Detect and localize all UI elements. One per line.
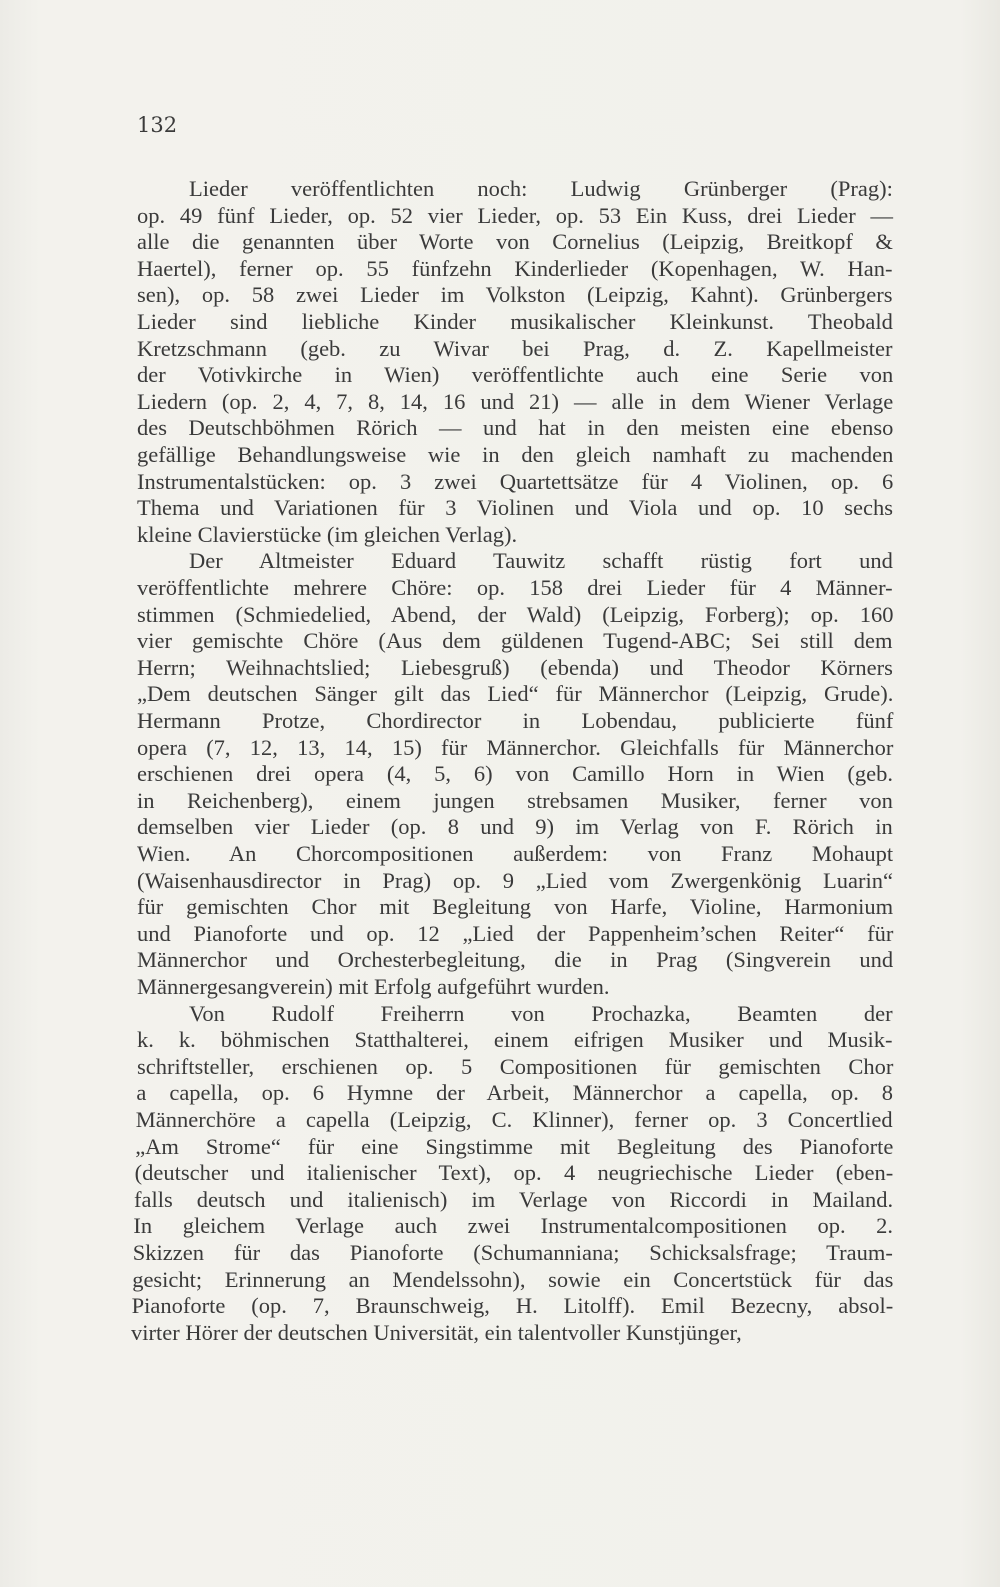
text-line: Herrn; Weihnachtslied; Liebesgruß) (ebenda) und Theodor Körners	[137, 654, 893, 680]
text-line: Pianoforte (op. 7, Braunschweig, H. Litolff). Emil Bezecny, absol-	[131, 1293, 894, 1319]
text-line: Kretzschmann (geb. zu Wivar bei Prag, d. Z. Kapellmeister	[137, 335, 893, 361]
text-line: gefällige Behandlungsweise wie in den gleich namhaft zu machenden	[137, 442, 894, 467]
text-line: des Deutschböhmen Rörich — und hat in den meisten eine ebenso	[137, 415, 894, 441]
text-line: Hermann Protze, Chordirector in Lobendau, publicierte fünf	[137, 708, 894, 733]
text-line: (deutscher und italienischer Text), op. 4 neugriechische Lieder (eben-	[134, 1160, 894, 1186]
text-line: vier gemischte Chöre (Aus dem güldenen Tugend-ABC; Sei still dem	[137, 628, 893, 654]
text-line: der Votivkirche in Wien) veröffentlichte auch eine Serie von	[137, 362, 894, 388]
text-line: stimmen (Schmiedelied, Abend, der Wald) (Leipzig, Forberg); op. 160	[137, 601, 894, 627]
text-line: Der Altmeister Eduard Tauwitz schafft rüstig fort und	[189, 548, 893, 574]
text-line: opera (7, 12, 13, 14, 15) für Männerchor. Gleichfalls für Männerchor	[137, 734, 894, 760]
text-line: für gemischten Chor mit Begleitung von Harfe, Violine, Harmonium	[137, 894, 894, 920]
text-line: Instrumentalstücken: op. 3 zwei Quartettsätze für 4 Violinen, op. 6	[137, 468, 894, 494]
text-line: Lieder sind liebliche Kinder musikalischer Kleinkunst. Theobald	[137, 309, 893, 334]
text-line: schriftsteller, erschienen op. 5 Compositionen für gemischten Chor	[137, 1053, 894, 1079]
text-line: virter Hörer der deutschen Universität, ein talentvoller Kunstjünger,	[131, 1319, 742, 1345]
text-line: Männergesangverein) mit Erfolg aufgeführt wurden.	[137, 974, 610, 999]
text-line: a capella, op. 6 Hymne der Arbeit, Männerchor a capella, op. 8	[136, 1080, 894, 1106]
text-line: In gleichem Verlage auch zwei Instrumentalcompositionen op. 2.	[133, 1213, 894, 1239]
text-line: Liedern (op. 2, 4, 7, 8, 14, 16 und 21) — alle in dem Wiener Verlage	[137, 388, 894, 414]
text-line: in Reichenberg), einem jungen strebsamen Musiker, ferner von	[137, 787, 893, 813]
text-line: kleine Clavierstücke (im gleichen Verlag).	[137, 521, 518, 547]
text-line: demselben vier Lieder (op. 8 und 9) im Verlag von F. Rörich in	[137, 814, 893, 840]
text-line: veröffentlichte mehrere Chöre: op. 158 drei Lieder für 4 Männer-	[137, 575, 893, 600]
text-line: Haertel), ferner op. 55 fünfzehn Kinderlieder (Kopenhagen, W. Han-	[137, 255, 893, 281]
text-line: (Waisenhausdirector in Prag) op. 9 „Lied vom Zwergenkönig Luarin“	[137, 867, 893, 893]
text-line: alle die genannten über Worte von Cornelius (Leipzig, Breitkopf &	[137, 229, 893, 255]
text-line: falls deutsch und italienisch) im Verlage von Riccordi in Mailand.	[134, 1186, 894, 1212]
text-line: Männerchöre a capella (Leipzig, C. Klinner), ferner op. 3 Concertlied	[135, 1107, 893, 1132]
text-line: Lieder veröffentlichten noch: Ludwig Grünberger (Prag):	[189, 176, 893, 201]
text-line: Männerchor und Orchesterbegleitung, die in Prag (Singverein und	[137, 947, 894, 973]
text-line: Von Rudolf Freiherrn von Prochazka, Beamten der	[189, 1000, 893, 1026]
text-line: sen), op. 58 zwei Lieder im Volkston (Leipzig, Kahnt). Grünbergers	[137, 282, 893, 308]
text-line: Thema und Variationen für 3 Violinen und Viola und op. 10 sechs	[137, 495, 893, 521]
text-line: Wien. An Chorcompositionen außerdem: von Franz Mohaupt	[137, 841, 894, 866]
text-line: op. 49 fünf Lieder, op. 52 vier Lieder, op. 53 Ein Kuss, drei Lieder —	[137, 202, 893, 228]
text-line: „Dem deutschen Sänger gilt das Lied“ für Männerchor (Leipzig, Grude).	[137, 681, 894, 707]
text-line: gesicht; Erinnerung an Mendelssohn), sowie ein Concertstück für das	[132, 1266, 894, 1292]
text-line: erschienen drei opera (4, 5, 6) von Camillo Horn in Wien (geb.	[137, 761, 893, 787]
page-number: 132	[137, 113, 178, 137]
text-line: und Pianoforte und op. 12 „Lied der Pappenheim’schen Reiter“ für	[137, 920, 894, 946]
text-line: Skizzen für das Pianoforte (Schumanniana; Schicksalsfrage; Traum-	[132, 1240, 893, 1265]
text-line: „Am Strome“ für eine Singstimme mit Begleitung des Pianoforte	[135, 1133, 894, 1159]
text-line: k. k. böhmischen Statthalterei, einem eifrigen Musiker und Musik-	[137, 1027, 893, 1053]
